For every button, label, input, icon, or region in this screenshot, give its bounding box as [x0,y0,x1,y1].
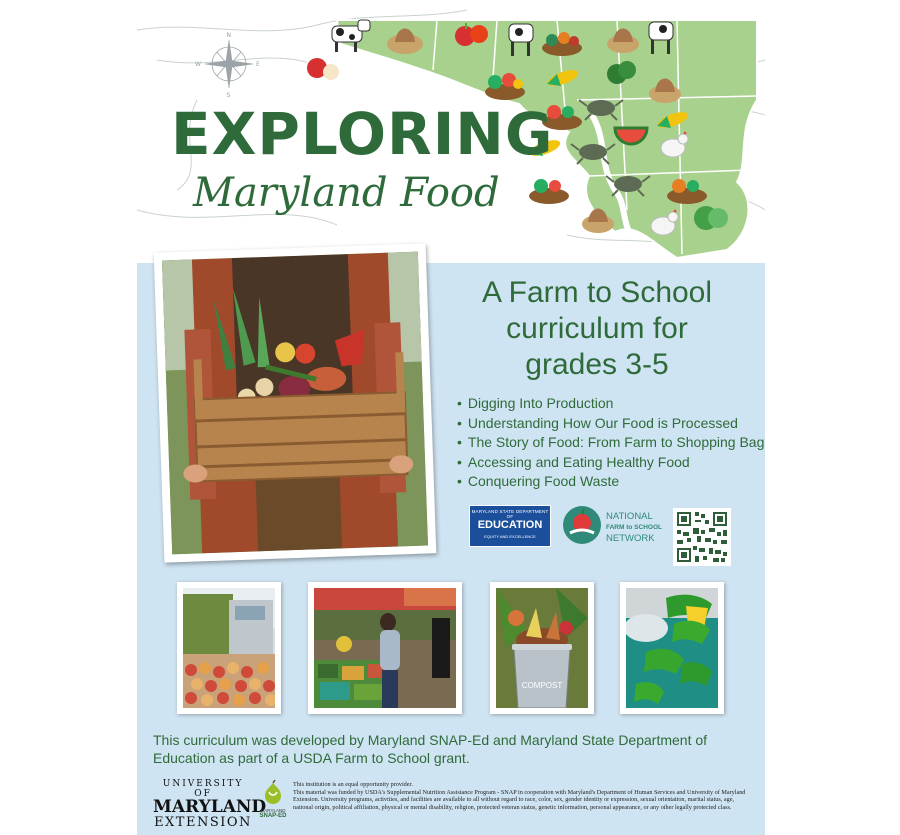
compass-label-east: E [256,61,260,68]
poster-title: EXPLORING [171,100,554,168]
compost-bin-illustration [496,588,588,708]
nfsn-line1: NATIONAL [606,511,653,522]
headline-line: curriculum for [506,312,688,345]
farmers-market-illustration [314,588,456,708]
umd-line3: EXTENSION [154,815,252,830]
national-farm-to-school-network-logo [562,505,674,545]
qr-code[interactable] [673,508,731,566]
snap-ed-pear-icon [257,780,289,804]
apple-hand-icon [562,505,602,545]
umd-extension-logo [153,779,267,830]
msde-logo [469,505,551,547]
development-note: This curriculum was developed by Maryland SNAP-Ed and Maryland State Department of Education as part of a USDA Farm to School grant. [153,732,708,766]
photo-compost-bin [490,582,594,714]
farmer-crate-photo [154,243,437,562]
topic-list [457,394,764,492]
photo-chopping-peppers [620,582,724,714]
curriculum-headline [437,275,757,383]
msde-logo-line1: MARYLAND STATE DEPARTMENT OF [471,509,549,519]
headline-line: A Farm to School [481,276,713,309]
apple-icon [307,58,339,80]
nfsn-line2: FARM to SCHOOL [606,524,662,531]
topic-item: • Conquering Food Waste [457,472,764,492]
leafy-greens-icon [694,206,728,230]
umd-line1: UNIVERSITY OF [162,779,244,799]
compass-label-south: S [226,92,231,99]
nfsn-line3: NETWORK [606,533,655,544]
equal-opportunity-statement: This institution is an equal opportunity provider. [293,781,413,788]
compost-label: COMPOST [521,681,563,690]
photo-farmers-market [308,582,462,714]
msde-logo-line2: EDUCATION [477,519,543,531]
topic-item: • Accessing and Eating Healthy Food [457,453,764,473]
topic-item: • Digging Into Production [457,394,764,414]
legal-disclaimer [293,781,755,811]
vegetable-basket-icon [529,179,569,204]
snap-line1: MARYLAND [260,808,286,813]
truck-apples-illustration [183,588,275,708]
compass-label-west: W [195,61,201,68]
compass-label-north: N [226,32,231,39]
topic-item: • Understanding How Our Food is Processed [457,414,764,434]
poster [137,0,765,835]
photo-truck-apples [177,582,281,714]
msde-logo-line3: EQUITY AND EXCELLENCE [484,534,536,539]
compass-rose-icon [195,32,260,99]
funding-statement: This material was funded by USDA's Supplemental Nutrition Assistance Program - SNAP in cooperation with Maryland's Department of Human Services and University of Maryland Extension. University programs, activities, and facilities are available to all without regard to race, color, sex, gender identity or expression, sexual orientation, marital status, age, national origin, political affiliation, physical or mental disability, religion, protected veteran status, genetic information, personal appearance, or any other legally protected class. [293,788,746,811]
qr-code-icon [673,508,731,566]
header-section [137,0,765,263]
umd-line2: MARYLAND [153,797,267,817]
snap-line2: SNAP-ED [259,813,287,819]
farmer-crate-illustration [162,252,428,555]
topic-item: • The Story of Food: From Farm to Shopping Bag [457,433,764,453]
chopping-peppers-illustration [626,588,718,708]
headline-line: grades 3-5 [525,348,669,381]
poster-subtitle-script: Maryland Food [193,170,500,216]
maryland-snap-ed-logo [257,780,289,820]
